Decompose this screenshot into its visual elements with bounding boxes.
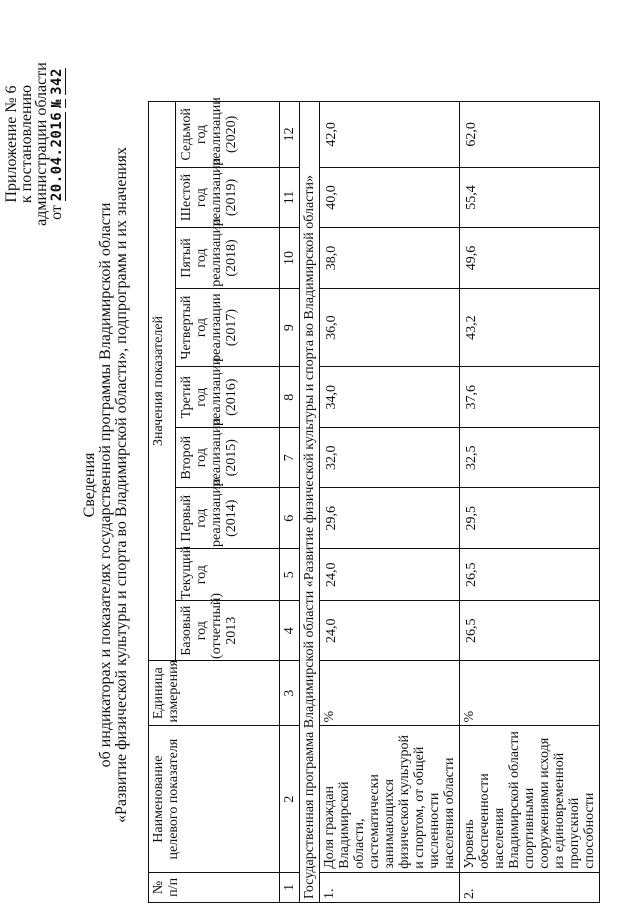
number-sign: № — [49, 98, 65, 108]
indicators-table — [148, 97, 600, 903]
header-year-current: Текущий год — [176, 548, 280, 600]
row-unit: % — [320, 660, 460, 726]
column-number: 11 — [280, 167, 300, 228]
resolution-number: 342 — [49, 68, 65, 95]
row-value: 34,0 — [320, 367, 460, 428]
column-number: 7 — [280, 427, 300, 488]
header-year-2018: Пятый год реализации (2018) — [176, 228, 280, 289]
row-value: 36,0 — [320, 288, 460, 367]
row-num: 2. — [460, 872, 600, 902]
column-number: 2 — [280, 726, 300, 872]
row-name: Уровень обеспеченности населения Владимирской области спортивными сооружениями исходя из единовременной пропускной способности — [460, 726, 600, 872]
table-row — [320, 102, 460, 903]
header-year-2020: Седьмой год реализации (2020) — [176, 102, 280, 168]
header-year-2016: Третий год реализации (2016) — [176, 367, 280, 428]
document-title — [82, 125, 130, 845]
row-value: 40,0 — [320, 167, 460, 228]
row-value: 32,5 — [460, 427, 600, 488]
row-value: 62,0 — [460, 102, 600, 168]
row-name: Доля граждан Владимирской области, систематически занимающихся физической культурой и спортом, от общей численности населения области — [320, 726, 460, 872]
row-value: 26,5 — [460, 548, 600, 600]
column-number: 12 — [280, 102, 300, 168]
header-year-2014: Первый год реализации (2014) — [176, 488, 280, 549]
row-value: 37,6 — [460, 367, 600, 428]
section-title: Государственная программа Владимирской области «Развитие физической культуры и спорта во Владимирской области» — [300, 102, 320, 903]
appendix-resolution: к постановлению — [18, 84, 35, 204]
row-unit: % — [460, 660, 600, 726]
row-value: 55,4 — [460, 167, 600, 228]
resolution-date: 20.04.2016 — [49, 111, 65, 202]
header-year-2019: Шестой год реализации (2019) — [176, 167, 280, 228]
appendix-number: Приложение № 6 — [3, 85, 20, 203]
header-year-base: Базовый год (отчетный) 2013 — [176, 601, 280, 661]
title-line-2: об индикаторах и показателях государственной программы Владимирской области — [97, 202, 114, 768]
appendix-date-line — [49, 34, 65, 254]
table-row — [460, 102, 600, 903]
header-name: Наименование целевого показателя — [149, 726, 280, 872]
column-number: 5 — [280, 548, 300, 600]
row-value: 38,0 — [320, 228, 460, 289]
column-number: 1 — [280, 872, 300, 902]
column-number: 8 — [280, 367, 300, 428]
row-value: 24,0 — [320, 548, 460, 600]
column-number: 4 — [280, 601, 300, 661]
section-row — [300, 102, 320, 903]
row-value: 29,5 — [460, 488, 600, 549]
appendix-header — [4, 34, 65, 254]
row-value: 43,2 — [460, 288, 600, 367]
column-number: 9 — [280, 288, 300, 367]
row-value: 29,6 — [320, 488, 460, 549]
row-value: 42,0 — [320, 102, 460, 168]
column-number: 6 — [280, 488, 300, 549]
row-value: 26,5 — [460, 601, 600, 661]
header-year-2017: Четвертый год реализации (2017) — [176, 288, 280, 367]
column-numbers-row — [280, 102, 300, 903]
header-year-2015: Второй год реализации (2015) — [176, 427, 280, 488]
row-value: 49,6 — [460, 228, 600, 289]
row-value: 24,0 — [320, 601, 460, 661]
header-row — [149, 102, 176, 903]
date-prefix: от — [48, 205, 65, 220]
row-num: 1. — [320, 872, 460, 902]
column-number: 3 — [280, 660, 300, 726]
title-line-3: «Развитие физической культуры и спорта во Владимирской области», подпрограмм и их значениях — [113, 147, 130, 823]
title-line-1: Сведения — [81, 452, 98, 518]
column-number: 10 — [280, 228, 300, 289]
header-values-group: Значения показателей — [149, 102, 176, 661]
header-unit: Единица измерения — [149, 660, 280, 726]
row-value: 32,0 — [320, 427, 460, 488]
appendix-administration: администрации области — [33, 62, 50, 226]
header-num: № п/п — [149, 872, 280, 902]
